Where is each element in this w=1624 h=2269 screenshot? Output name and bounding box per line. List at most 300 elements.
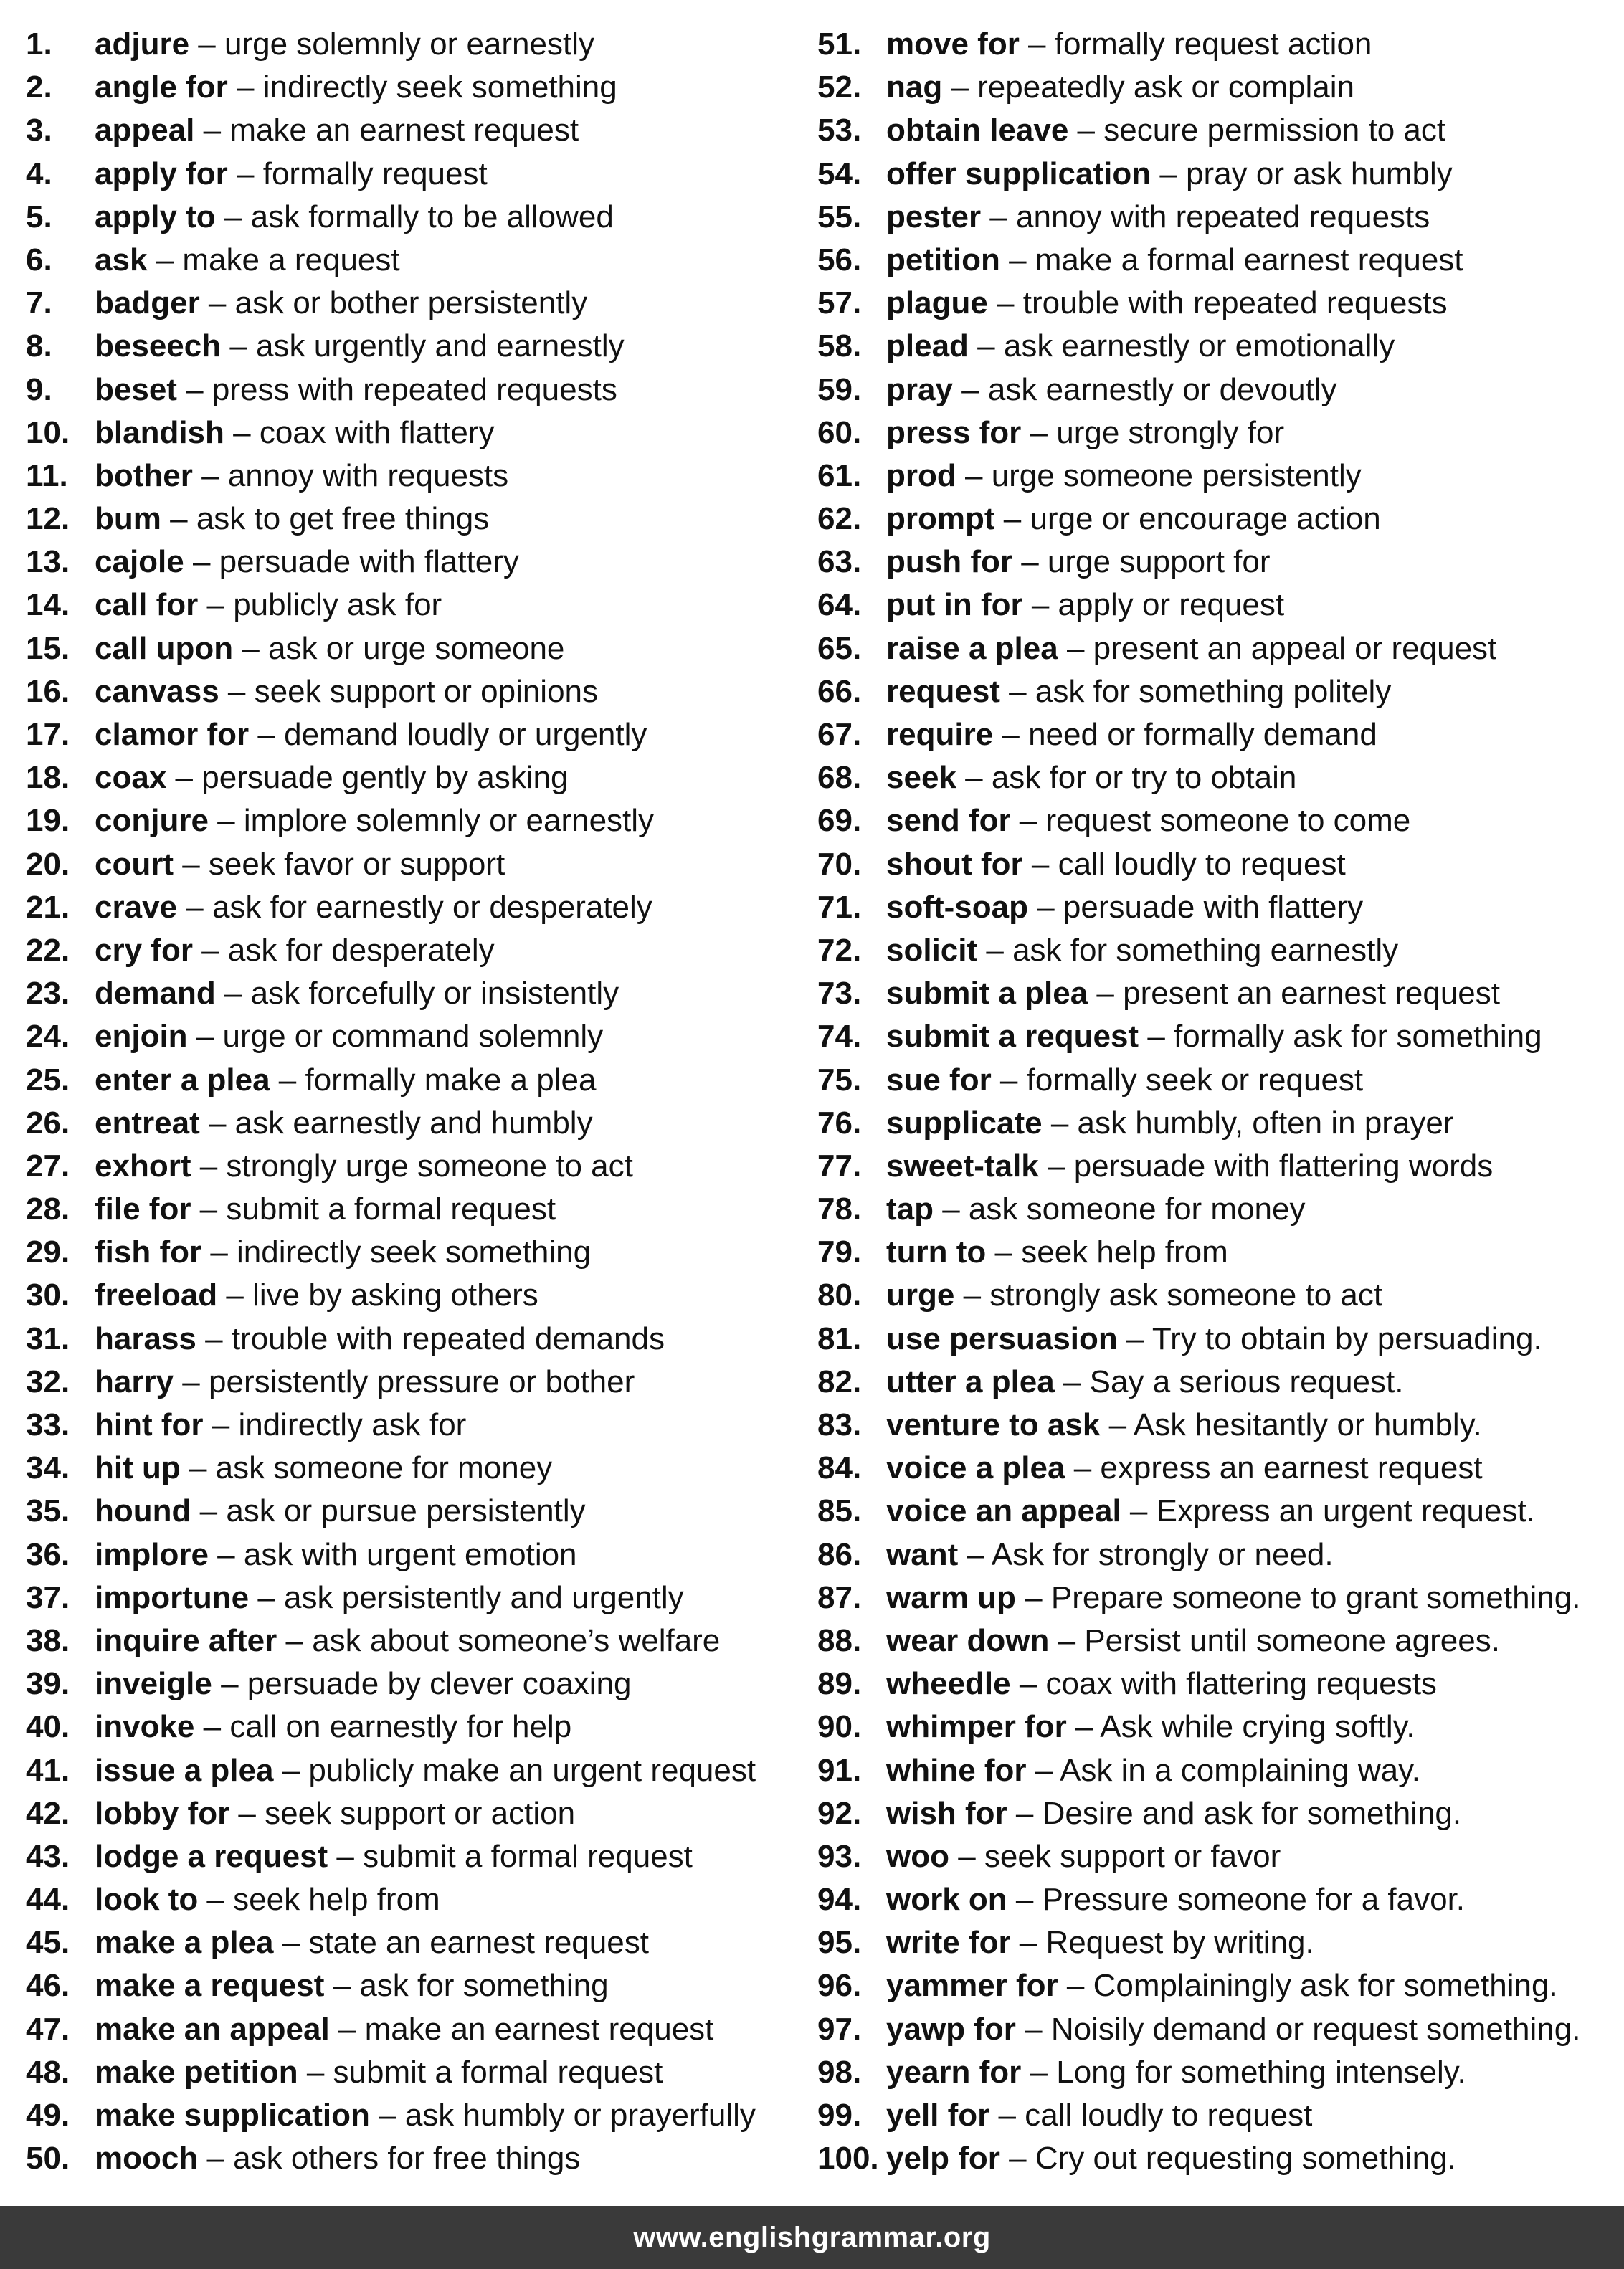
entry-term: mooch	[95, 2141, 199, 2177]
entry-separator: –	[1100, 1407, 1134, 1442]
entry-definition: persuade gently by asking	[201, 760, 569, 796]
entry-definition: indirectly ask for	[238, 1407, 467, 1442]
list-item	[817, 1062, 1617, 1105]
entry-number: 89.	[817, 1666, 862, 1702]
entry-term: wheedle	[886, 1666, 1011, 1702]
entry-separator: –	[981, 199, 1016, 234]
entry-separator: –	[328, 1838, 364, 1874]
list-item	[817, 69, 1617, 112]
list-item	[26, 414, 807, 457]
entry-separator: –	[194, 113, 230, 148]
list-item	[817, 414, 1617, 457]
list-item	[26, 1407, 807, 1450]
entry-definition: ask formally to be allowed	[250, 199, 614, 234]
list-item	[26, 26, 807, 69]
entry-separator: –	[1015, 2011, 1051, 2047]
entry-definition: urge support for	[1047, 544, 1271, 580]
entry-separator: –	[989, 2098, 1025, 2133]
entry-separator: –	[249, 717, 285, 752]
entry-number: 91.	[817, 1752, 862, 1788]
entry-separator: –	[986, 1235, 1022, 1270]
entry-definition: Long for something intensely.	[1056, 2054, 1466, 2090]
entry-number: 73.	[817, 976, 862, 1012]
entry-definition: ask for earnestly or desperately	[212, 889, 652, 925]
list-item	[26, 1924, 807, 1967]
entry-number: 98.	[817, 2054, 862, 2090]
entry-term: submit a request	[886, 1019, 1139, 1055]
entry-separator: –	[1022, 587, 1058, 623]
entry-definition: ask for something	[359, 1968, 609, 2004]
entry-term: importune	[95, 1579, 250, 1615]
list-item	[26, 673, 807, 716]
list-item	[26, 457, 807, 500]
entry-term: inquire after	[95, 1622, 277, 1658]
entry-definition: make an earnest request	[229, 113, 579, 148]
entry-term: make a plea	[95, 1925, 274, 1961]
list-item	[817, 457, 1617, 500]
entry-term: badger	[95, 285, 200, 321]
entry-separator: –	[174, 1364, 209, 1399]
entry-term: enter a plea	[95, 1062, 270, 1098]
entry-number: 14.	[26, 587, 70, 623]
entry-number: 22.	[26, 932, 70, 968]
entry-term: yelp for	[886, 2141, 1000, 2177]
entry-definition: Desire and ask for something.	[1042, 1795, 1462, 1831]
entry-number: 21.	[26, 889, 70, 925]
entry-number: 86.	[817, 1536, 862, 1572]
entry-term: make a request	[95, 1968, 325, 2004]
entry-separator: –	[956, 457, 992, 493]
entry-definition: submit a formal request	[333, 2054, 663, 2090]
entry-definition: ask for desperately	[227, 932, 495, 968]
entry-definition: ask others for free things	[233, 2141, 581, 2177]
entry-definition: Express an urgent request.	[1156, 1493, 1535, 1529]
entry-term: blandish	[95, 414, 224, 450]
entry-number: 20.	[26, 846, 70, 882]
entry-term: wish for	[886, 1795, 1007, 1831]
list-item	[26, 1277, 807, 1320]
entry-number: 55.	[817, 199, 862, 234]
entry-term: work on	[886, 1882, 1007, 1918]
entry-number: 34.	[26, 1450, 70, 1486]
list-item	[26, 1450, 807, 1493]
entry-term: clamor for	[95, 717, 250, 752]
list-item	[26, 975, 807, 1018]
entry-definition: indirectly seek something	[237, 1235, 592, 1270]
entry-separator: –	[1007, 1882, 1043, 1918]
entry-separator: –	[1028, 889, 1063, 925]
entry-number: 60.	[817, 414, 862, 450]
entry-number: 27.	[26, 1148, 70, 1184]
list-item	[817, 1407, 1617, 1450]
entry-separator: –	[958, 1536, 992, 1572]
entry-number: 76.	[817, 1105, 862, 1141]
entry-separator: –	[1151, 156, 1187, 191]
entry-definition: Pressure someone for a favor.	[1042, 1882, 1466, 1918]
entry-separator: –	[233, 630, 269, 666]
entry-definition: Persist until someone agrees.	[1084, 1622, 1500, 1658]
entry-definition: persuade with flattering words	[1073, 1148, 1494, 1184]
list-item	[26, 112, 807, 155]
entry-number: 24.	[26, 1019, 70, 1055]
entry-separator: –	[1015, 1579, 1051, 1615]
entry-separator: –	[1088, 976, 1124, 1012]
entry-term: cry for	[95, 932, 193, 968]
entry-definition: Ask for strongly or need.	[991, 1536, 1334, 1572]
list-item	[817, 1967, 1617, 2010]
list-item	[817, 846, 1617, 889]
list-item	[26, 889, 807, 932]
entry-definition: Try to obtain by persuading.	[1151, 1321, 1542, 1356]
entry-term: petition	[886, 242, 1000, 277]
list-item	[817, 1493, 1617, 1536]
entry-definition: Ask hesitantly or humbly.	[1133, 1407, 1482, 1442]
entry-term: prompt	[886, 501, 995, 537]
entry-definition: ask for something earnestly	[1012, 932, 1399, 968]
list-item	[26, 1148, 807, 1191]
list-item	[26, 1881, 807, 1924]
entry-number: 31.	[26, 1321, 70, 1356]
list-item	[817, 371, 1617, 414]
entry-term: inveigle	[95, 1666, 212, 1702]
entry-separator: –	[991, 1062, 1027, 1098]
list-item	[26, 1795, 807, 1838]
entry-separator: –	[176, 371, 212, 407]
entry-term: request	[886, 673, 1000, 709]
entry-definition: express an earnest request	[1100, 1450, 1483, 1486]
entry-definition: ask or urge someone	[268, 630, 565, 666]
entry-number: 40.	[26, 1709, 70, 1745]
list-item	[26, 2097, 807, 2140]
entry-separator: –	[952, 371, 988, 407]
entry-definition: ask humbly, often in prayer	[1077, 1105, 1454, 1141]
entry-definition: call loudly to request	[1058, 846, 1346, 882]
entry-separator: –	[1019, 27, 1055, 62]
entry-separator: –	[219, 673, 255, 709]
list-item	[817, 1277, 1617, 1320]
entry-term: lobby for	[95, 1795, 230, 1831]
entry-number: 63.	[817, 544, 862, 580]
entry-separator: –	[227, 70, 263, 105]
entry-definition: urge or command solemnly	[222, 1019, 604, 1055]
entry-term: sweet-talk	[886, 1148, 1039, 1184]
entry-definition: persuade with flattery	[1063, 889, 1364, 925]
entry-term: tap	[886, 1191, 934, 1227]
entry-separator: –	[201, 1235, 237, 1270]
entry-definition: Request by writing.	[1045, 1925, 1314, 1961]
entry-term: move for	[886, 27, 1020, 62]
entry-term: demand	[95, 976, 216, 1012]
entry-definition: formally ask for something	[1174, 1019, 1542, 1055]
entry-term: sue for	[886, 1062, 992, 1098]
entry-number: 68.	[817, 760, 862, 796]
list-item	[817, 1191, 1617, 1234]
entry-separator: –	[977, 932, 1013, 968]
entry-term: crave	[95, 889, 178, 925]
entry-definition: present an appeal or request	[1093, 630, 1497, 666]
entry-number: 33.	[26, 1407, 70, 1442]
entry-separator: –	[968, 328, 1004, 364]
entry-number: 4.	[26, 156, 52, 191]
entry-separator: –	[208, 1536, 244, 1572]
entry-term: pester	[886, 199, 982, 234]
entry-number: 45.	[26, 1925, 70, 1961]
entry-definition: submit a formal request	[363, 1838, 693, 1874]
entry-definition: coax with flattering requests	[1045, 1666, 1437, 1702]
entry-term: push for	[886, 544, 1012, 580]
entry-separator: –	[934, 1191, 969, 1227]
entry-definition: seek support or opinions	[254, 673, 599, 709]
entry-number: 10.	[26, 414, 70, 450]
entry-term: write for	[886, 1925, 1011, 1961]
entry-separator: –	[949, 1838, 984, 1874]
entry-number: 92.	[817, 1795, 862, 1831]
entry-term: require	[886, 717, 994, 752]
entry-separator: –	[199, 1105, 235, 1141]
entry-separator: –	[1139, 1019, 1174, 1055]
entry-number: 5.	[26, 199, 52, 234]
list-item	[817, 112, 1617, 155]
entry-term: apply to	[95, 199, 216, 234]
entry-separator: –	[1010, 803, 1046, 839]
entry-separator: –	[208, 803, 244, 839]
entry-separator: –	[180, 1450, 216, 1486]
footer-bar	[0, 2206, 1624, 2269]
entry-definition: ask earnestly and humbly	[234, 1105, 593, 1141]
entry-definition: press with repeated requests	[212, 371, 617, 407]
list-item	[26, 1234, 807, 1277]
entry-separator: –	[942, 70, 978, 105]
list-item	[817, 156, 1617, 199]
entry-number: 29.	[26, 1235, 70, 1270]
entry-separator: –	[1038, 1148, 1074, 1184]
entry-number: 51.	[817, 27, 862, 62]
list-item	[26, 328, 807, 371]
entry-separator: –	[215, 199, 251, 234]
list-item	[817, 1234, 1617, 1277]
entry-number: 35.	[26, 1493, 70, 1529]
list-item	[817, 630, 1617, 673]
list-item	[817, 1364, 1617, 1407]
list-item	[26, 1708, 807, 1751]
entry-definition: call on earnestly for help	[229, 1709, 572, 1745]
entry-definition: call loudly to request	[1025, 2098, 1313, 2133]
list-item	[26, 932, 807, 975]
list-item	[26, 371, 807, 414]
list-item	[26, 156, 807, 199]
entry-separator: –	[994, 501, 1030, 537]
list-item	[817, 1838, 1617, 1881]
entry-number: 100.	[817, 2141, 879, 2177]
list-item	[26, 69, 807, 112]
list-item	[817, 1795, 1617, 1838]
entry-term: hint for	[95, 1407, 204, 1442]
list-item	[26, 2054, 807, 2097]
entry-definition: make an earnest request	[364, 2011, 714, 2047]
list-item	[817, 716, 1617, 759]
entry-term: file for	[95, 1191, 191, 1227]
entry-term: utter a plea	[886, 1364, 1055, 1399]
entry-definition: indirectly seek something	[262, 70, 617, 105]
entry-term: turn to	[886, 1235, 987, 1270]
entry-term: beset	[95, 371, 177, 407]
entry-separator: –	[1007, 1795, 1043, 1831]
entry-definition: ask or bother persistently	[234, 285, 588, 321]
entry-term: make petition	[95, 2054, 298, 2090]
entry-definition: Ask while crying softly.	[1100, 1709, 1415, 1745]
list-item	[26, 1321, 807, 1364]
entry-term: appeal	[95, 113, 195, 148]
list-item	[817, 1321, 1617, 1364]
entry-definition: make a request	[182, 242, 400, 277]
entry-separator: –	[1121, 1493, 1157, 1529]
entry-separator: –	[177, 889, 212, 925]
list-item	[817, 2011, 1617, 2054]
list-item	[26, 1105, 807, 1148]
list-item	[817, 500, 1617, 543]
entry-definition: ask persistently and urgently	[284, 1579, 684, 1615]
entry-number: 77.	[817, 1148, 862, 1184]
entry-term: call upon	[95, 630, 234, 666]
entry-separator: –	[198, 1882, 234, 1918]
entry-number: 15.	[26, 630, 70, 666]
entry-separator: –	[174, 846, 209, 882]
entry-separator: –	[277, 1622, 313, 1658]
entry-definition: Complainingly ask for something.	[1093, 1968, 1558, 2004]
list-item	[26, 285, 807, 328]
entry-separator: –	[192, 932, 228, 968]
entry-number: 46.	[26, 1968, 70, 2004]
list-item	[817, 1881, 1617, 1924]
entry-definition: publicly make an urgent request	[308, 1752, 756, 1788]
list-item	[817, 2054, 1617, 2097]
entry-definition: persistently pressure or bother	[209, 1364, 635, 1399]
list-item	[26, 1622, 807, 1665]
list-item	[817, 1018, 1617, 1061]
entry-separator: –	[192, 457, 228, 493]
entry-separator: –	[161, 501, 196, 537]
entry-definition: ask for something politely	[1035, 673, 1392, 709]
entry-definition: seek help from	[1021, 1235, 1228, 1270]
list-item	[26, 716, 807, 759]
entry-separator: –	[956, 760, 992, 796]
entry-separator: –	[224, 414, 260, 450]
entry-term: plead	[886, 328, 969, 364]
entry-term: invoke	[95, 1709, 195, 1745]
entry-definition: formally make a plea	[305, 1062, 597, 1098]
list-item	[26, 1838, 807, 1881]
list-item	[26, 500, 807, 543]
entry-definition: Prepare someone to grant something.	[1050, 1579, 1581, 1615]
entry-term: whimper for	[886, 1709, 1067, 1745]
entry-separator: –	[194, 1709, 230, 1745]
entry-number: 96.	[817, 1968, 862, 2004]
list-item	[817, 1752, 1617, 1795]
entry-term: woo	[886, 1838, 949, 1874]
entry-definition: live by asking others	[252, 1278, 538, 1313]
list-item	[817, 1665, 1617, 1708]
entry-definition: ask or pursue persistently	[226, 1493, 586, 1529]
entry-term: raise a plea	[886, 630, 1058, 666]
entry-separator: –	[1054, 1364, 1090, 1399]
entry-number: 52.	[817, 70, 862, 105]
entry-definition: coax with flattery	[259, 414, 495, 450]
entry-term: angle for	[95, 70, 228, 105]
entry-term: obtain leave	[886, 113, 1069, 148]
list-item	[817, 242, 1617, 285]
entry-definition: seek support or favor	[984, 1838, 1281, 1874]
entry-definition: persuade with flattery	[219, 544, 519, 580]
entry-number: 90.	[817, 1709, 862, 1745]
entry-separator: –	[1042, 1105, 1078, 1141]
entry-separator: –	[1010, 1925, 1046, 1961]
entry-separator: –	[187, 1019, 223, 1055]
entry-term: press for	[886, 414, 1022, 450]
entry-term: bother	[95, 457, 193, 493]
entry-separator: –	[369, 2098, 405, 2133]
entry-separator: –	[1066, 1709, 1101, 1745]
entry-separator: –	[147, 242, 183, 277]
entry-separator: –	[217, 1278, 253, 1313]
entry-term: entreat	[95, 1105, 200, 1141]
entry-definition: ask forcefully or insistently	[250, 976, 619, 1012]
list-item	[817, 802, 1617, 845]
list-item	[26, 586, 807, 629]
entry-separator: –	[1058, 630, 1093, 666]
entry-separator: –	[1022, 846, 1058, 882]
entry-term: fish for	[95, 1235, 202, 1270]
entry-separator: –	[273, 1925, 309, 1961]
entry-term: exhort	[95, 1148, 191, 1184]
entry-definition: formally request action	[1054, 27, 1372, 62]
entry-term: canvass	[95, 673, 219, 709]
entry-term: issue a plea	[95, 1752, 274, 1788]
entry-number: 64.	[817, 587, 862, 623]
footer-website-url: www.englishgrammar.org	[633, 2221, 991, 2253]
entry-number: 78.	[817, 1191, 862, 1227]
entry-number: 70.	[817, 846, 862, 882]
entry-number: 94.	[817, 1882, 862, 1918]
entry-number: 67.	[817, 717, 862, 752]
list-item	[817, 1536, 1617, 1579]
entry-number: 13.	[26, 544, 70, 580]
entry-definition: strongly urge someone to act	[226, 1148, 633, 1184]
entry-definition: ask urgently and earnestly	[256, 328, 625, 364]
entry-definition: urge someone persistently	[991, 457, 1362, 493]
entry-separator: –	[987, 285, 1023, 321]
entry-term: voice a plea	[886, 1450, 1065, 1486]
entry-number: 74.	[817, 1019, 862, 1055]
entry-number: 44.	[26, 1882, 70, 1918]
entry-term: yawp for	[886, 2011, 1016, 2047]
entry-definition: seek support or action	[265, 1795, 576, 1831]
entry-number: 87.	[817, 1579, 862, 1615]
entry-definition: ask someone for money	[968, 1191, 1306, 1227]
entry-definition: implore solemnly or earnestly	[243, 803, 655, 839]
entry-term: harry	[95, 1364, 174, 1399]
entry-number: 19.	[26, 803, 70, 839]
entry-number: 83.	[817, 1407, 862, 1442]
list-item	[817, 889, 1617, 932]
entry-number: 42.	[26, 1795, 70, 1831]
entry-number: 39.	[26, 1666, 70, 1702]
entry-number: 48.	[26, 2054, 70, 2090]
entry-number: 59.	[817, 371, 862, 407]
entry-separator: –	[191, 1148, 227, 1184]
list-item	[817, 1924, 1617, 1967]
entry-separator: –	[999, 673, 1035, 709]
entry-separator: –	[199, 285, 235, 321]
